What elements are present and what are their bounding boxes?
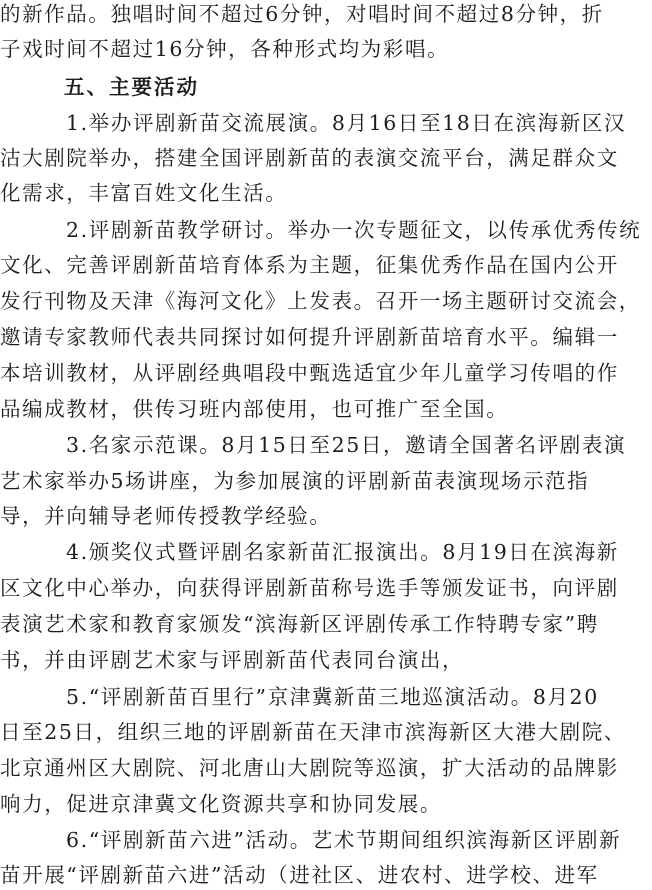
text-line: 邀请专家教师代表共同探讨如何提升评剧新苗培育水平。编辑一: [0, 325, 619, 349]
text-line: 4.颁奖仪式暨评剧名家新苗汇报演出。8月19日在滨海新: [66, 540, 619, 564]
text-line: 3.名家示范课。8月15日至25日，邀请全国著名评剧表演: [66, 433, 627, 457]
text-line: 发行刊物及天津《海河文化》上发表。召开一场主题研讨交流会，: [0, 289, 641, 313]
text-line: 艺术家举办5场讲座，为参加展演的评剧新苗表演现场示范指: [0, 469, 590, 493]
text-line: 日至25日，组织三地的评剧新苗在天津市滨海新区大港大剧院、: [0, 720, 626, 744]
text-line: 子戏时间不超过16分钟，各种形式均为彩唱。: [0, 37, 450, 61]
text-line: 品编成教材，供传习班内部使用，也可推广至全国。: [0, 397, 509, 421]
text-line: 化需求，丰富百姓文化生活。: [0, 181, 288, 205]
text-line: 导，并向辅导老师传授教学经验。: [0, 504, 332, 528]
text-line: 的新作品。独唱时间不超过6分钟，对唱时间不超过8分钟，折: [0, 2, 604, 26]
text-line: 2.评剧新苗教学研讨。举办一次专题征文，以传承优秀传统: [66, 218, 642, 242]
text-line: 北京通州区大剧院、河北唐山大剧院等巡演，扩大活动的品牌影: [0, 756, 619, 780]
text-line: 6.“评剧新苗六进”活动。艺术节期间组织滨海新区评剧新: [66, 828, 622, 852]
text-line: 1.举办评剧新苗交流展演。8月16日至18日在滨海新区汉: [66, 111, 627, 135]
text-line: 表演艺术家和教育家颁发“滨海新区评剧传承工作特聘专家”聘: [0, 612, 599, 636]
text-line: 5.“评剧新苗百里行”京津冀新苗三地巡演活动。8月20: [66, 685, 599, 709]
text-line: 沽大剧院举办，搭建全国评剧新苗的表演交流平台，满足群众文: [0, 146, 619, 170]
text-line: 书，并由评剧艺术家与评剧新苗代表同台演出，: [0, 648, 465, 672]
text-line: 响力，促进京津冀文化资源共享和协同发展。: [0, 792, 442, 816]
text-line: 文化、完善评剧新苗培育体系为主题，征集优秀作品在国内公开: [0, 253, 619, 277]
text-line: 区文化中心举办，向获得评剧新苗称号选手等颁发证书，向评剧: [0, 576, 619, 600]
text-line: 本培训教材，从评剧经典唱段中甄选适宜少年儿童学习传唱的作: [0, 361, 619, 385]
section-heading: 五、主要活动: [64, 75, 199, 99]
text-line: 苗开展“评剧新苗六进”活动（进社区、进农村、进学校、进军: [0, 863, 599, 887]
